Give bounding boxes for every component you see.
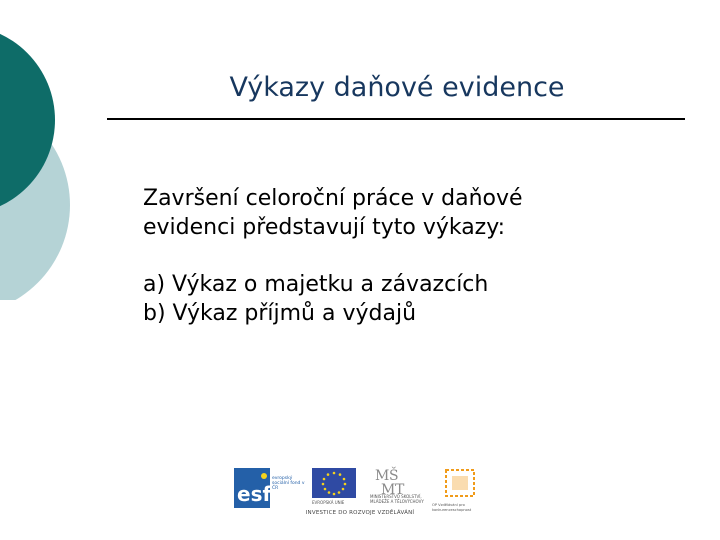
funding-logos-bar bbox=[230, 462, 490, 522]
msmt-logo-text: MINISTERSTVO ŠKOLSTVÍ, MLÁDEŽE A TĚLOVÝCHOVY bbox=[370, 494, 424, 504]
intro-line-1: Završení celoroční práce v daňové bbox=[143, 186, 523, 211]
slide-title: Výkazy daňové evidence bbox=[229, 72, 565, 103]
intro-paragraph bbox=[143, 184, 683, 242]
svg-text:T: T bbox=[395, 482, 405, 496]
logos-caption: INVESTICE DO ROZVOJE VZDĚLÁVÁNÍ bbox=[305, 510, 415, 516]
eu-flag-logo bbox=[312, 468, 356, 498]
esf-logo-text: evropský sociální fond v ČR bbox=[272, 476, 305, 491]
op-vk-logo bbox=[440, 466, 482, 502]
intro-line-2: evidenci představují tyto výkazy: bbox=[143, 215, 506, 240]
svg-text:Š: Š bbox=[389, 468, 399, 484]
list-item-b: b) Výkaz příjmů a výdajů bbox=[143, 301, 417, 326]
op-logo-text: OP Vzdělávání pro konkurenceschopnost bbox=[432, 503, 472, 512]
svg-text:esf: esf bbox=[237, 482, 272, 506]
svg-text:M: M bbox=[375, 468, 390, 484]
msmt-logo bbox=[373, 466, 413, 496]
eu-logo-text: EVROPSKÁ UNIE bbox=[312, 500, 345, 505]
report-list bbox=[143, 270, 683, 328]
corner-decoration bbox=[0, 0, 80, 300]
list-item-a: a) Výkaz o majetku a závazcích bbox=[143, 272, 489, 297]
slide-body bbox=[143, 184, 683, 356]
svg-text:M: M bbox=[381, 482, 396, 496]
title-divider bbox=[107, 118, 685, 120]
